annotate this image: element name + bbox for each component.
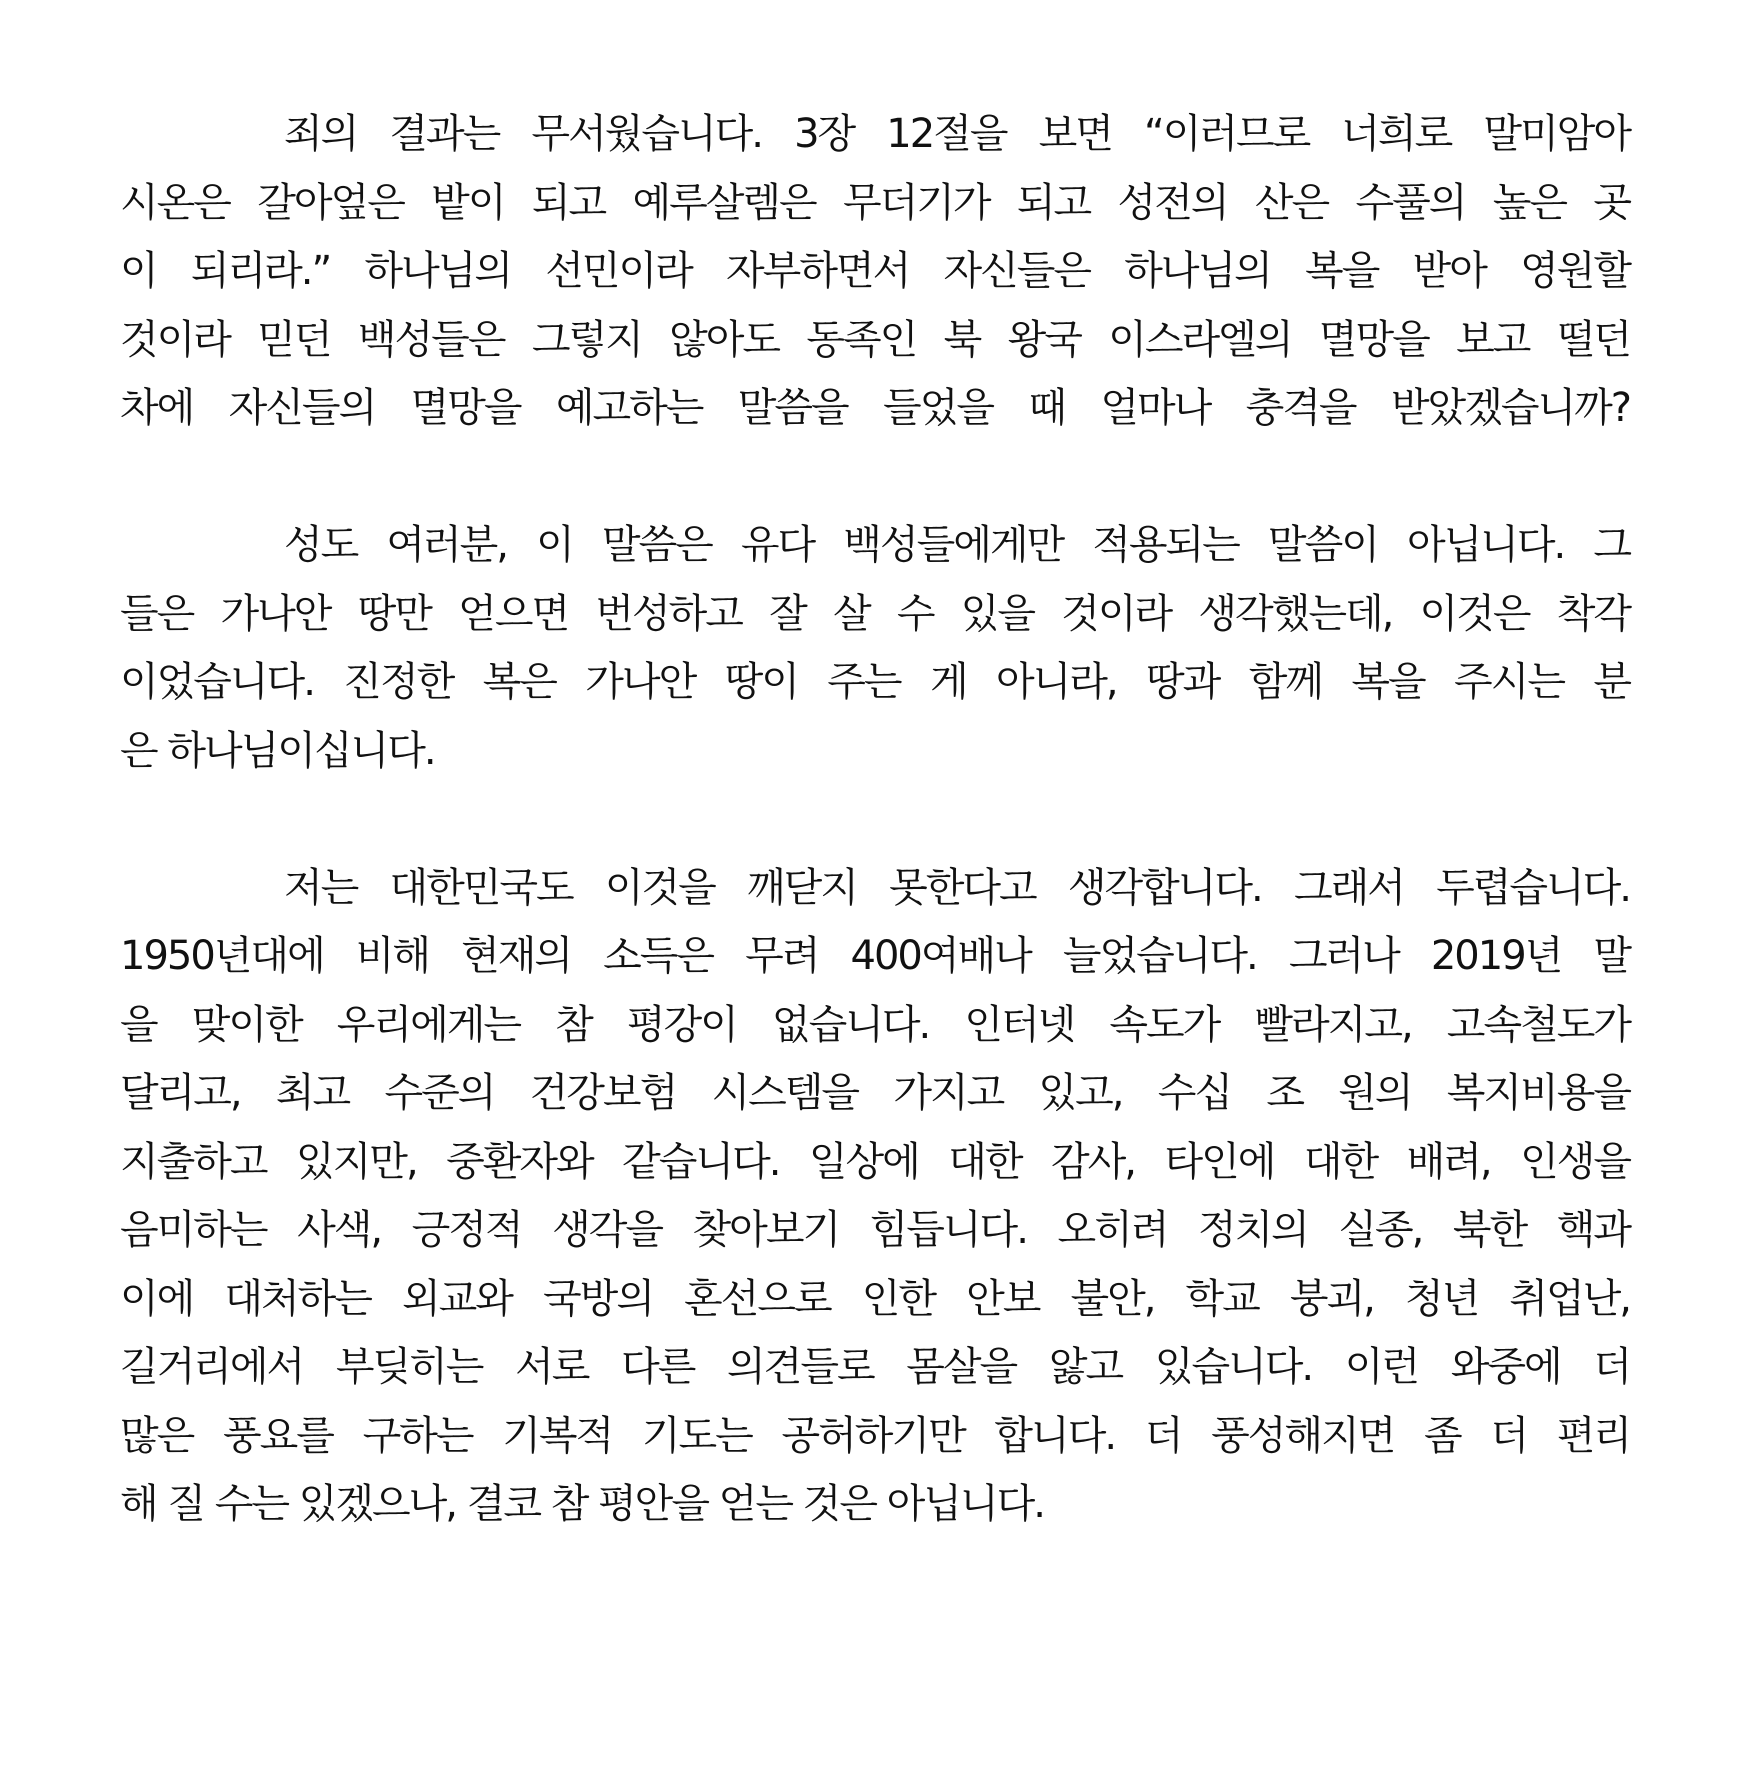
- text-line: 1950년대에 비해 현재의 소득은 무려 400여배나 늘었습니다. 그러나 2019년 말: [120, 933, 1630, 979]
- text-line: 시온은 갈아엎은 밭이 되고 예루살렘은 무더기가 되고 성전의 산은 수풀의 높은 곳: [120, 179, 1630, 226]
- text-line: 달리고, 최고 수준의 건강보험 시스템을 가지고 있고, 수십 조 원의 복지비용을: [120, 1070, 1630, 1116]
- document-page: [120, 100, 1630, 1539]
- text-line: 이에 대처하는 외교와 국방의 혼선으로 인한 안보 불안, 학교 붕괴, 청년 취업난,: [120, 1275, 1630, 1322]
- text-line: 이 되리라.” 하나님의 선민이라 자부하면서 자신들은 하나님의 복을 받아 영원할: [120, 248, 1630, 294]
- text-line: 저는 대한민국도 이것을 깨닫지 못한다고 생각합니다. 그래서 두렵습니다.: [284, 864, 1630, 911]
- text-line: 것이라 믿던 백성들은 그렇지 않아도 동족인 북 왕국 이스라엘의 멸망을 보고 떨던: [120, 316, 1630, 363]
- text-line: 이었습니다. 진정한 복은 가나안 땅이 주는 게 아니라, 땅과 함께 복을 주시는 분: [120, 659, 1630, 705]
- text-line: 은 하나님이십니다.: [120, 727, 435, 774]
- text-line: 성도 여러분, 이 말씀은 유다 백성들에게만 적용되는 말씀이 아닙니다. 그: [284, 522, 1630, 568]
- paragraph-3: [120, 854, 1630, 1539]
- paragraph-spacer: [120, 785, 1630, 854]
- text-line: 죄의 결과는 무서웠습니다. 3장 12절을 보면 “이러므로 너희로 말미암아: [284, 111, 1630, 157]
- text-line: 해 질 수는 있겠으나, 결코 참 평안을 얻는 것은 아닙니다.: [120, 1481, 1044, 1527]
- text-line: 지출하고 있지만, 중환자와 같습니다. 일상에 대한 감사, 타인에 대한 배려, 인생을: [120, 1138, 1630, 1185]
- text-line: 차에 자신들의 멸망을 예고하는 말씀을 들었을 때 얼마나 충격을 받았겠습니까?: [120, 385, 1630, 431]
- text-line: 많은 풍요를 구하는 기복적 기도는 공허하기만 합니다. 더 풍성해지면 좀 더 편리: [120, 1412, 1630, 1459]
- paragraph-2: [120, 511, 1630, 785]
- paragraph-spacer: [120, 443, 1630, 512]
- text-line: 길거리에서 부딪히는 서로 다른 의견들로 몸살을 앓고 있습니다. 이런 와중에 더: [120, 1344, 1630, 1390]
- text-line: 들은 가나안 땅만 얻으면 번성하고 잘 살 수 있을 것이라 생각했는데, 이것은 착각: [120, 590, 1630, 637]
- text-line: 음미하는 사색, 긍정적 생각을 찾아보기 힘듭니다. 오히려 정치의 실종, 북한 핵과: [120, 1207, 1630, 1253]
- paragraph-1: [120, 100, 1630, 443]
- text-line: 을 맞이한 우리에게는 참 평강이 없습니다. 인터넷 속도가 빨라지고, 고속철도가: [120, 1001, 1630, 1048]
